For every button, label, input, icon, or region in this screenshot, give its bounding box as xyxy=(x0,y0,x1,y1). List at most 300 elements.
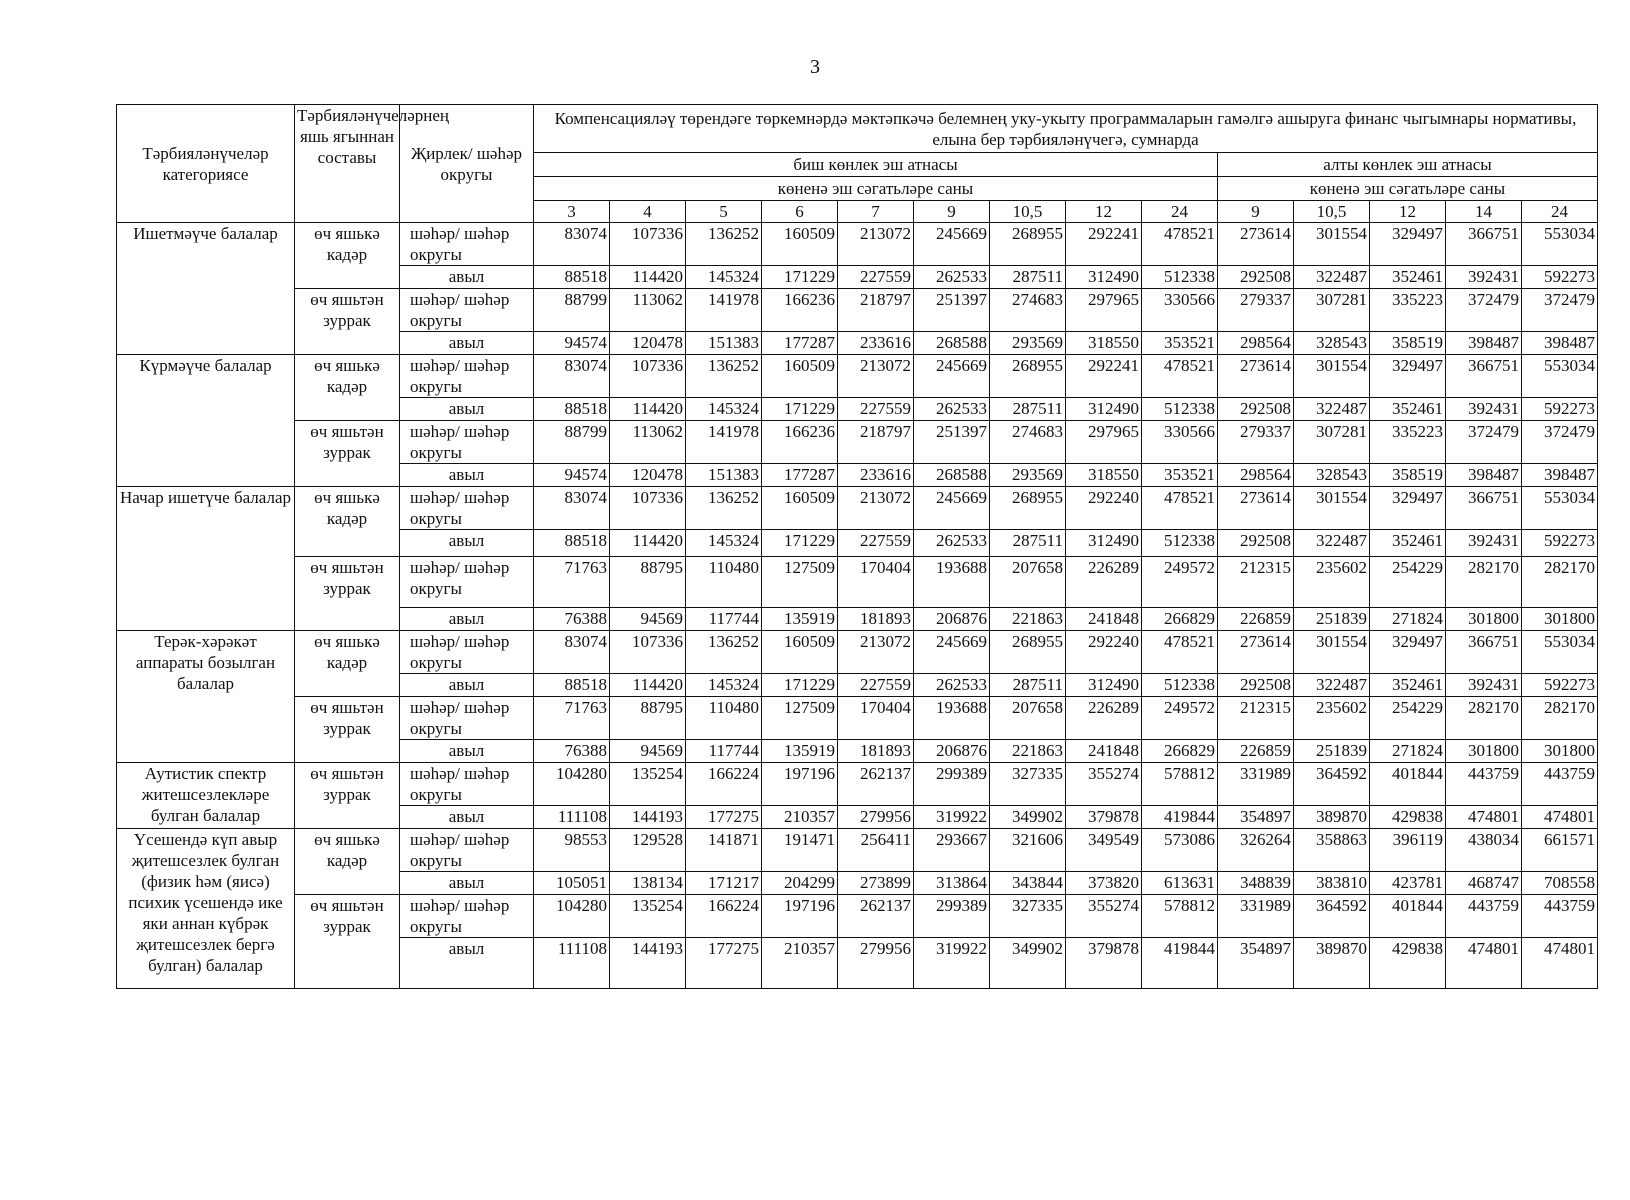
norm-value: 197196 xyxy=(762,895,838,938)
norm-value: 322487 xyxy=(1294,398,1370,421)
table-row xyxy=(117,223,1598,266)
table-header xyxy=(117,105,1598,223)
age-group: өч яшьтән зуррак xyxy=(295,557,400,631)
norm-value: 254229 xyxy=(1370,697,1446,740)
norm-value: 141978 xyxy=(686,289,762,332)
header-category: Тәрбияләнүчеләр категориясе xyxy=(117,105,295,223)
hours-col: 24 xyxy=(1142,201,1218,223)
norm-value: 343844 xyxy=(990,872,1066,895)
norm-value: 110480 xyxy=(686,557,762,608)
norm-value: 94574 xyxy=(534,332,610,355)
norm-value: 318550 xyxy=(1066,332,1142,355)
norm-value: 273614 xyxy=(1218,487,1294,530)
norm-value: 218797 xyxy=(838,289,914,332)
age-group: өч яшьтән зуррак xyxy=(295,421,400,487)
location-city: шәһәр/ шәһәр округы xyxy=(400,829,534,872)
norm-value: 76388 xyxy=(534,740,610,763)
norm-value: 329497 xyxy=(1370,631,1446,674)
norm-value: 271824 xyxy=(1370,740,1446,763)
norm-value: 364592 xyxy=(1294,763,1370,806)
norm-value: 83074 xyxy=(534,355,610,398)
norm-value: 301800 xyxy=(1522,740,1598,763)
location-village: авыл xyxy=(400,806,534,829)
norm-value: 478521 xyxy=(1142,223,1218,266)
norm-value: 193688 xyxy=(914,697,990,740)
norm-value: 71763 xyxy=(534,697,610,740)
hours-col: 7 xyxy=(838,201,914,223)
norm-value: 227559 xyxy=(838,398,914,421)
norm-value: 135919 xyxy=(762,740,838,763)
norm-value: 141871 xyxy=(686,829,762,872)
norm-value: 661571 xyxy=(1522,829,1598,872)
norm-value: 438034 xyxy=(1446,829,1522,872)
norm-value: 76388 xyxy=(534,608,610,631)
norm-value: 389870 xyxy=(1294,806,1370,829)
norm-value: 292508 xyxy=(1218,266,1294,289)
norm-value: 83074 xyxy=(534,631,610,674)
norm-value: 287511 xyxy=(990,530,1066,557)
norm-value: 117744 xyxy=(686,740,762,763)
norm-value: 292508 xyxy=(1218,674,1294,697)
norm-value: 322487 xyxy=(1294,266,1370,289)
norm-value: 282170 xyxy=(1522,557,1598,608)
norm-value: 298564 xyxy=(1218,464,1294,487)
location-village: авыл xyxy=(400,266,534,289)
norm-value: 251839 xyxy=(1294,740,1370,763)
table-row xyxy=(117,487,1598,530)
norm-value: 373820 xyxy=(1066,872,1142,895)
norm-value: 117744 xyxy=(686,608,762,631)
norm-value: 193688 xyxy=(914,557,990,608)
norm-value: 512338 xyxy=(1142,398,1218,421)
norm-value: 218797 xyxy=(838,421,914,464)
norm-value: 330566 xyxy=(1142,421,1218,464)
norm-value: 268588 xyxy=(914,464,990,487)
category-name: Күрмәүче балалар xyxy=(117,355,295,487)
norm-value: 429838 xyxy=(1370,938,1446,989)
norm-value: 322487 xyxy=(1294,674,1370,697)
category-name: Үсешендә күп авыр җитешсезлек булган (физик һәм (яисә) психик үсешендә ике яки аннан күбрәк җитешсезлек бергә булган) балалар xyxy=(117,829,295,989)
norm-value: 478521 xyxy=(1142,355,1218,398)
category-name: Аутистик спектр житешсезлекләре булган балалар xyxy=(117,763,295,829)
norm-value: 88795 xyxy=(610,557,686,608)
table-row xyxy=(117,763,1598,806)
norm-value: 210357 xyxy=(762,938,838,989)
norm-value: 327335 xyxy=(990,895,1066,938)
norm-value: 104280 xyxy=(534,895,610,938)
norm-value: 443759 xyxy=(1446,895,1522,938)
norm-value: 578812 xyxy=(1142,895,1218,938)
location-village: авыл xyxy=(400,674,534,697)
location-village: авыл xyxy=(400,332,534,355)
norm-value: 268955 xyxy=(990,487,1066,530)
norm-value: 364592 xyxy=(1294,895,1370,938)
norm-value: 349902 xyxy=(990,806,1066,829)
norm-value: 136252 xyxy=(686,487,762,530)
norm-value: 166236 xyxy=(762,421,838,464)
norm-value: 145324 xyxy=(686,398,762,421)
hours-col: 14 xyxy=(1446,201,1522,223)
norm-value: 136252 xyxy=(686,355,762,398)
location-village: авыл xyxy=(400,740,534,763)
age-group: өч яшьтән зуррак xyxy=(295,289,400,355)
norm-value: 293569 xyxy=(990,464,1066,487)
page-number: 3 xyxy=(810,56,820,78)
norm-value: 111108 xyxy=(534,806,610,829)
norm-value: 279956 xyxy=(838,806,914,829)
norm-value: 279337 xyxy=(1218,421,1294,464)
norm-value: 88799 xyxy=(534,421,610,464)
norm-value: 160509 xyxy=(762,631,838,674)
location-city: шәһәр/ шәһәр округы xyxy=(400,421,534,464)
hours-col: 12 xyxy=(1066,201,1142,223)
norm-value: 273614 xyxy=(1218,223,1294,266)
norm-value: 171229 xyxy=(762,398,838,421)
norm-value: 151383 xyxy=(686,332,762,355)
norm-value: 181893 xyxy=(838,608,914,631)
hours-col: 10,5 xyxy=(990,201,1066,223)
norm-value: 171229 xyxy=(762,674,838,697)
norm-value: 553034 xyxy=(1522,631,1598,674)
norm-value: 94574 xyxy=(534,464,610,487)
norm-value: 423781 xyxy=(1370,872,1446,895)
norm-value: 474801 xyxy=(1522,938,1598,989)
norm-value: 113062 xyxy=(610,289,686,332)
norm-value: 262533 xyxy=(914,530,990,557)
norm-value: 292241 xyxy=(1066,355,1142,398)
norm-value: 273899 xyxy=(838,872,914,895)
norm-value: 266829 xyxy=(1142,740,1218,763)
location-city: шәһәр/ шәһәр округы xyxy=(400,557,534,608)
norm-value: 127509 xyxy=(762,557,838,608)
norm-value: 372479 xyxy=(1522,289,1598,332)
norm-value: 71763 xyxy=(534,557,610,608)
norm-value: 107336 xyxy=(610,487,686,530)
norm-value: 177287 xyxy=(762,332,838,355)
norm-value: 273614 xyxy=(1218,631,1294,674)
norm-value: 396119 xyxy=(1370,829,1446,872)
norm-value: 135254 xyxy=(610,895,686,938)
norm-value: 392431 xyxy=(1446,398,1522,421)
norm-value: 235602 xyxy=(1294,697,1370,740)
norm-value: 313864 xyxy=(914,872,990,895)
location-village: авыл xyxy=(400,938,534,989)
norm-value: 206876 xyxy=(914,608,990,631)
table-row xyxy=(117,355,1598,398)
location-city: шәһәр/ шәһәр округы xyxy=(400,631,534,674)
norm-value: 88799 xyxy=(534,289,610,332)
norm-value: 331989 xyxy=(1218,763,1294,806)
norm-value: 354897 xyxy=(1218,806,1294,829)
norm-value: 301554 xyxy=(1294,355,1370,398)
norm-value: 177287 xyxy=(762,464,838,487)
norm-value: 478521 xyxy=(1142,487,1218,530)
norm-value: 251397 xyxy=(914,421,990,464)
norm-value: 160509 xyxy=(762,487,838,530)
norm-value: 326264 xyxy=(1218,829,1294,872)
norm-value: 207658 xyxy=(990,697,1066,740)
norm-value: 251397 xyxy=(914,289,990,332)
norm-value: 138134 xyxy=(610,872,686,895)
norm-value: 268955 xyxy=(990,631,1066,674)
norm-value: 114420 xyxy=(610,398,686,421)
location-city: шәһәр/ шәһәр округы xyxy=(400,223,534,266)
norm-value: 301554 xyxy=(1294,223,1370,266)
norm-value: 88518 xyxy=(534,266,610,289)
norm-value: 213072 xyxy=(838,223,914,266)
norm-value: 578812 xyxy=(1142,763,1218,806)
norm-value: 366751 xyxy=(1446,223,1522,266)
norm-value: 307281 xyxy=(1294,289,1370,332)
norm-value: 274683 xyxy=(990,421,1066,464)
norm-value: 553034 xyxy=(1522,355,1598,398)
norm-value: 245669 xyxy=(914,631,990,674)
norm-value: 212315 xyxy=(1218,557,1294,608)
norm-value: 241848 xyxy=(1066,740,1142,763)
norm-value: 358519 xyxy=(1370,332,1446,355)
norm-value: 355274 xyxy=(1066,763,1142,806)
norm-value: 282170 xyxy=(1522,697,1598,740)
location-city: шәһәр/ шәһәр округы xyxy=(400,355,534,398)
norm-value: 226859 xyxy=(1218,608,1294,631)
norm-value: 191471 xyxy=(762,829,838,872)
norm-value: 273614 xyxy=(1218,355,1294,398)
norm-value: 227559 xyxy=(838,674,914,697)
norm-value: 301554 xyxy=(1294,487,1370,530)
norm-value: 592273 xyxy=(1522,674,1598,697)
norm-value: 613631 xyxy=(1142,872,1218,895)
norm-value: 352461 xyxy=(1370,398,1446,421)
norm-value: 474801 xyxy=(1446,806,1522,829)
norm-value: 221863 xyxy=(990,740,1066,763)
norm-value: 379878 xyxy=(1066,938,1142,989)
norm-value: 299389 xyxy=(914,763,990,806)
hours-col: 4 xyxy=(610,201,686,223)
norm-value: 282170 xyxy=(1446,697,1522,740)
norm-value: 206876 xyxy=(914,740,990,763)
norm-value: 88518 xyxy=(534,398,610,421)
norm-value: 262533 xyxy=(914,674,990,697)
category-name: Терәк-хәрәкәт аппараты бозылган балалар xyxy=(117,631,295,763)
norm-value: 171229 xyxy=(762,266,838,289)
norm-value: 160509 xyxy=(762,223,838,266)
norm-value: 213072 xyxy=(838,487,914,530)
norm-value: 107336 xyxy=(610,223,686,266)
norm-value: 88518 xyxy=(534,674,610,697)
norm-value: 312490 xyxy=(1066,530,1142,557)
norm-value: 120478 xyxy=(610,332,686,355)
norm-value: 287511 xyxy=(990,398,1066,421)
norm-value: 107336 xyxy=(610,355,686,398)
norm-value: 151383 xyxy=(686,464,762,487)
norm-value: 419844 xyxy=(1142,938,1218,989)
norm-value: 401844 xyxy=(1370,763,1446,806)
header-hours-six: көненә эш сәгатьләре саны xyxy=(1218,177,1598,201)
norm-value: 113062 xyxy=(610,421,686,464)
norm-value: 181893 xyxy=(838,740,914,763)
norm-value: 213072 xyxy=(838,355,914,398)
norm-value: 245669 xyxy=(914,487,990,530)
location-city: шәһәр/ шәһәр округы xyxy=(400,487,534,530)
norm-value: 443759 xyxy=(1522,895,1598,938)
norm-value: 235602 xyxy=(1294,557,1370,608)
norm-value: 204299 xyxy=(762,872,838,895)
norm-value: 398487 xyxy=(1446,332,1522,355)
hours-col: 24 xyxy=(1522,201,1598,223)
norm-value: 207658 xyxy=(990,557,1066,608)
norm-value: 592273 xyxy=(1522,530,1598,557)
norm-value: 262533 xyxy=(914,398,990,421)
norm-value: 319922 xyxy=(914,938,990,989)
norm-value: 145324 xyxy=(686,674,762,697)
norm-value: 226289 xyxy=(1066,697,1142,740)
norm-value: 592273 xyxy=(1522,398,1598,421)
norm-value: 166224 xyxy=(686,763,762,806)
norm-value: 383810 xyxy=(1294,872,1370,895)
norm-value: 292508 xyxy=(1218,530,1294,557)
location-village: авыл xyxy=(400,464,534,487)
norm-value: 141978 xyxy=(686,421,762,464)
hours-col: 9 xyxy=(914,201,990,223)
norm-value: 512338 xyxy=(1142,674,1218,697)
norm-value: 329497 xyxy=(1370,223,1446,266)
norm-value: 279337 xyxy=(1218,289,1294,332)
norm-value: 104280 xyxy=(534,763,610,806)
norm-value: 245669 xyxy=(914,223,990,266)
header-age: Тәрбияләнүчеләрнең яшь ягыннан составы xyxy=(295,105,400,223)
location-city: шәһәр/ шәһәр округы xyxy=(400,763,534,806)
table-row xyxy=(117,557,1598,608)
norm-value: 114420 xyxy=(610,266,686,289)
norm-value: 398487 xyxy=(1522,464,1598,487)
norm-value: 329497 xyxy=(1370,487,1446,530)
norm-value: 233616 xyxy=(838,332,914,355)
norm-value: 352461 xyxy=(1370,266,1446,289)
header-location: Җирлек/ шәһәр округы xyxy=(400,105,534,223)
norm-value: 297965 xyxy=(1066,421,1142,464)
age-group: өч яшькә кадәр xyxy=(295,223,400,289)
norm-value: 327335 xyxy=(990,763,1066,806)
norm-value: 271824 xyxy=(1370,608,1446,631)
age-group: өч яшькә кадәр xyxy=(295,487,400,557)
norm-value: 177275 xyxy=(686,806,762,829)
norm-value: 307281 xyxy=(1294,421,1370,464)
norm-value: 213072 xyxy=(838,631,914,674)
norm-value: 254229 xyxy=(1370,557,1446,608)
norm-value: 348839 xyxy=(1218,872,1294,895)
norm-value: 354897 xyxy=(1218,938,1294,989)
header-six-day-week: алты көнлек эш атнасы xyxy=(1218,153,1598,177)
norm-value: 227559 xyxy=(838,530,914,557)
norm-value: 335223 xyxy=(1370,289,1446,332)
norm-value: 249572 xyxy=(1142,697,1218,740)
norm-value: 312490 xyxy=(1066,266,1142,289)
norm-value: 352461 xyxy=(1370,530,1446,557)
location-village: авыл xyxy=(400,608,534,631)
norm-value: 282170 xyxy=(1446,557,1522,608)
hours-col: 9 xyxy=(1218,201,1294,223)
norm-value: 708558 xyxy=(1522,872,1598,895)
category-name: Начар ишетүче балалар xyxy=(117,487,295,631)
norm-value: 358519 xyxy=(1370,464,1446,487)
norm-value: 312490 xyxy=(1066,674,1142,697)
header-five-day-week: биш көнлек эш атнасы xyxy=(534,153,1218,177)
norm-value: 372479 xyxy=(1446,289,1522,332)
norm-value: 266829 xyxy=(1142,608,1218,631)
norm-value: 226859 xyxy=(1218,740,1294,763)
norm-value: 279956 xyxy=(838,938,914,989)
norm-value: 331989 xyxy=(1218,895,1294,938)
norm-value: 166224 xyxy=(686,895,762,938)
norm-value: 330566 xyxy=(1142,289,1218,332)
norm-value: 292241 xyxy=(1066,223,1142,266)
norm-value: 512338 xyxy=(1142,266,1218,289)
norm-value: 419844 xyxy=(1142,806,1218,829)
norm-value: 301554 xyxy=(1294,631,1370,674)
norm-value: 474801 xyxy=(1522,806,1598,829)
norm-value: 335223 xyxy=(1370,421,1446,464)
norm-value: 98553 xyxy=(534,829,610,872)
norm-value: 83074 xyxy=(534,487,610,530)
norm-value: 83074 xyxy=(534,223,610,266)
location-village: авыл xyxy=(400,530,534,557)
norm-value: 88518 xyxy=(534,530,610,557)
norm-value: 573086 xyxy=(1142,829,1218,872)
norm-value: 110480 xyxy=(686,697,762,740)
age-group: өч яшьтән зуррак xyxy=(295,895,400,989)
norm-value: 107336 xyxy=(610,631,686,674)
norm-value: 251839 xyxy=(1294,608,1370,631)
norm-value: 145324 xyxy=(686,530,762,557)
table-body xyxy=(117,223,1598,989)
norm-value: 268955 xyxy=(990,223,1066,266)
norm-value: 474801 xyxy=(1446,938,1522,989)
norm-value: 358863 xyxy=(1294,829,1370,872)
norm-value: 94569 xyxy=(610,608,686,631)
norm-value: 353521 xyxy=(1142,464,1218,487)
norm-value: 262137 xyxy=(838,763,914,806)
norm-value: 136252 xyxy=(686,631,762,674)
norm-value: 210357 xyxy=(762,806,838,829)
norm-value: 114420 xyxy=(610,530,686,557)
norm-value: 105051 xyxy=(534,872,610,895)
hours-col: 12 xyxy=(1370,201,1446,223)
norm-value: 478521 xyxy=(1142,631,1218,674)
norm-value: 170404 xyxy=(838,557,914,608)
norm-value: 293569 xyxy=(990,332,1066,355)
norm-value: 372479 xyxy=(1522,421,1598,464)
category-name: Ишетмәүче балалар xyxy=(117,223,295,355)
norm-value: 129528 xyxy=(610,829,686,872)
norm-value: 160509 xyxy=(762,355,838,398)
norm-value: 392431 xyxy=(1446,530,1522,557)
norm-value: 443759 xyxy=(1446,763,1522,806)
hours-col: 6 xyxy=(762,201,838,223)
norm-value: 144193 xyxy=(610,806,686,829)
location-city: шәһәр/ шәһәр округы xyxy=(400,289,534,332)
norm-value: 297965 xyxy=(1066,289,1142,332)
hours-col: 10,5 xyxy=(1294,201,1370,223)
norm-value: 443759 xyxy=(1522,763,1598,806)
norm-value: 212315 xyxy=(1218,697,1294,740)
norm-value: 135254 xyxy=(610,763,686,806)
location-city: шәһәр/ шәһәр округы xyxy=(400,895,534,938)
norms-table xyxy=(116,104,1598,989)
norm-value: 322487 xyxy=(1294,530,1370,557)
norm-value: 94569 xyxy=(610,740,686,763)
norm-value: 292508 xyxy=(1218,398,1294,421)
norm-value: 144193 xyxy=(610,938,686,989)
